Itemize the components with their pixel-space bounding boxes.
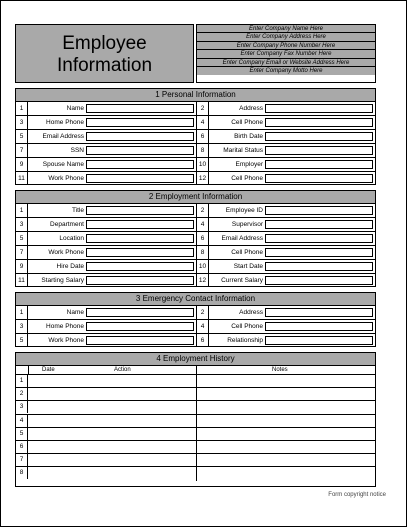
history-date-action-cell[interactable] (29, 467, 196, 479)
row-number: 2 (197, 306, 209, 319)
section-heading: 1 Personal Information (16, 89, 375, 102)
field-label: Employer (235, 161, 263, 168)
text-field[interactable] (86, 276, 194, 285)
text-field[interactable] (86, 206, 194, 215)
section-rows (16, 306, 375, 348)
company-web-field[interactable]: Enter Company Email or Website Address Here (197, 59, 375, 67)
text-field[interactable] (86, 104, 194, 113)
field-label: Email Address (221, 235, 263, 242)
history-row (16, 441, 375, 454)
field-label: Cell Phone (231, 323, 263, 330)
form-row (16, 246, 375, 260)
column-divider (196, 218, 197, 231)
field-label: Birth Date (234, 133, 263, 140)
history-row (16, 388, 375, 401)
row-number: 2 (197, 204, 209, 217)
form-row (16, 172, 375, 186)
history-date-action-cell[interactable] (29, 428, 196, 440)
history-row (16, 467, 375, 480)
row-number: 4 (197, 320, 209, 333)
footer-note: Form copyright notice (328, 492, 386, 498)
company-fax-field[interactable]: Enter Company Fax Number Here (197, 50, 375, 58)
text-field[interactable] (265, 234, 373, 243)
text-field[interactable] (86, 132, 194, 141)
field-label: Supervisor (231, 221, 263, 228)
history-row (16, 428, 375, 441)
text-field[interactable] (86, 262, 194, 271)
column-divider (196, 144, 197, 157)
field-label: Hire Date (56, 263, 84, 270)
history-row (16, 454, 375, 467)
field-label: Home Phone (46, 119, 84, 126)
history-date-action-cell[interactable] (29, 401, 196, 413)
column-divider (196, 130, 197, 143)
history-column-headers (16, 366, 375, 375)
row-number: 11 (16, 172, 28, 185)
text-field[interactable] (265, 132, 373, 141)
row-number: 7 (16, 144, 28, 157)
row-number: 11 (16, 274, 28, 287)
form-title (15, 24, 194, 83)
field-label: Work Phone (48, 175, 84, 182)
field-label: Work Phone (48, 337, 84, 344)
row-number: 4 (16, 415, 28, 427)
row-number: 7 (16, 454, 28, 466)
form-row (16, 204, 375, 218)
row-number: 6 (197, 232, 209, 245)
row-number: 4 (197, 218, 209, 231)
text-field[interactable] (86, 322, 194, 331)
form-row (16, 144, 375, 158)
text-field[interactable] (86, 118, 194, 127)
row-number: 5 (16, 232, 28, 245)
field-label: Marital Status (223, 147, 263, 154)
text-field[interactable] (265, 262, 373, 271)
column-divider (196, 172, 197, 185)
column-divider (196, 232, 197, 245)
column-divider (196, 116, 197, 129)
field-label: Relationship (227, 337, 263, 344)
history-notes-cell[interactable] (197, 454, 375, 466)
history-date-action-cell[interactable] (29, 388, 196, 400)
text-field[interactable] (265, 146, 373, 155)
text-field[interactable] (265, 118, 373, 127)
row-number: 5 (16, 130, 28, 143)
form-row (16, 320, 375, 334)
row-number: 6 (197, 130, 209, 143)
history-section (15, 352, 376, 487)
form-row (16, 232, 375, 246)
history-notes-cell[interactable] (197, 467, 375, 479)
row-number: 7 (16, 246, 28, 259)
field-label: Spouse Name (42, 161, 84, 168)
col-date: Date (42, 367, 55, 373)
text-field[interactable] (265, 308, 373, 317)
personal-section (15, 88, 376, 185)
column-divider (196, 246, 197, 259)
column-divider (196, 334, 197, 347)
row-number: 4 (197, 116, 209, 129)
row-number: 10 (197, 158, 209, 171)
row-number: 3 (16, 218, 28, 231)
row-number: 6 (16, 441, 28, 453)
emergency-section (15, 292, 376, 347)
history-row (16, 375, 375, 388)
history-notes-cell[interactable] (197, 388, 375, 400)
text-field[interactable] (265, 336, 373, 345)
company-address-field[interactable]: Enter Company Address Here (197, 33, 375, 41)
text-field[interactable] (265, 276, 373, 285)
company-info-box (196, 24, 376, 83)
column-divider (196, 260, 197, 273)
row-number: 8 (197, 144, 209, 157)
column-divider (196, 306, 197, 319)
form-row (16, 218, 375, 232)
history-row (16, 415, 375, 428)
field-label: Cell Phone (231, 175, 263, 182)
text-field[interactable] (86, 308, 194, 317)
text-field[interactable] (86, 146, 194, 155)
row-number: 3 (16, 401, 28, 413)
text-field[interactable] (86, 174, 194, 183)
row-number: 1 (16, 375, 28, 387)
history-notes-cell[interactable] (197, 401, 375, 413)
field-label: Address (239, 309, 263, 316)
text-field[interactable] (86, 234, 194, 243)
field-label: Start Date (233, 263, 263, 270)
row-number: 2 (16, 388, 28, 400)
column-divider (196, 204, 197, 217)
col-notes: Notes (272, 367, 288, 373)
text-field[interactable] (265, 248, 373, 257)
text-field[interactable] (265, 104, 373, 113)
row-number: 1 (16, 306, 28, 319)
field-label: Address (239, 105, 263, 112)
column-divider (196, 320, 197, 333)
field-label: Name (66, 309, 84, 316)
section-heading: 2 Employment Information (16, 191, 375, 204)
row-number: 8 (197, 246, 209, 259)
history-notes-cell[interactable] (197, 415, 375, 427)
section-rows (16, 204, 375, 288)
column-divider (196, 274, 197, 287)
section-heading: 4 Employment History (16, 353, 375, 366)
text-field[interactable] (265, 206, 373, 215)
field-label: Starting Salary (41, 277, 84, 284)
row-number: 8 (16, 467, 28, 479)
company-phone-field[interactable]: Enter Company Phone Number Here (197, 42, 375, 50)
history-date-action-cell[interactable] (29, 441, 196, 453)
title-line-1: Employee (62, 33, 147, 54)
col-action: Action (114, 367, 131, 373)
company-name-field[interactable]: Enter Company Name Here (197, 25, 375, 33)
text-field[interactable] (86, 248, 194, 257)
field-label: Work Phone (48, 249, 84, 256)
history-notes-cell[interactable] (197, 441, 375, 453)
form-row (16, 158, 375, 172)
field-label: Email Address (42, 133, 84, 140)
field-label: Employee ID (225, 207, 263, 214)
history-date-action-cell[interactable] (29, 375, 196, 387)
text-field[interactable] (265, 160, 373, 169)
row-number: 3 (16, 116, 28, 129)
form-row (16, 306, 375, 320)
employment-section (15, 190, 376, 287)
row-number: 3 (16, 320, 28, 333)
company-motto-field[interactable]: Enter Company Motto Here (197, 67, 375, 75)
field-label: Location (59, 235, 84, 242)
form-row (16, 130, 375, 144)
history-date-action-cell[interactable] (29, 454, 196, 466)
text-field[interactable] (86, 160, 194, 169)
row-number: 2 (197, 102, 209, 115)
column-divider (196, 158, 197, 171)
row-number: 9 (16, 260, 28, 273)
text-field[interactable] (265, 322, 373, 331)
field-label: Cell Phone (231, 249, 263, 256)
field-label: SSN (70, 147, 84, 154)
field-label: Department (50, 221, 84, 228)
field-label: Title (71, 207, 84, 214)
form-row (16, 260, 375, 274)
row-number: 5 (16, 428, 28, 440)
row-number: 10 (197, 260, 209, 273)
text-field[interactable] (86, 336, 194, 345)
section-rows (16, 102, 375, 186)
row-number: 1 (16, 102, 28, 115)
section-heading: 3 Emergency Contact Information (16, 293, 375, 306)
form-row (16, 102, 375, 116)
row-number: 12 (197, 172, 209, 185)
history-notes-cell[interactable] (197, 375, 375, 387)
column-divider (196, 102, 197, 115)
form-row (16, 116, 375, 130)
history-date-action-cell[interactable] (29, 415, 196, 427)
row-number: 12 (197, 274, 209, 287)
field-label: Cell Phone (231, 119, 263, 126)
form-row (16, 334, 375, 348)
field-label: Current Salary (221, 277, 263, 284)
field-label: Name (66, 105, 84, 112)
title-line-2: Information (56, 55, 153, 76)
row-number: 9 (16, 158, 28, 171)
text-field[interactable] (265, 220, 373, 229)
row-number: 6 (197, 334, 209, 347)
form-row (16, 274, 375, 288)
text-field[interactable] (265, 174, 373, 183)
history-row (16, 401, 375, 414)
field-label: Home Phone (46, 323, 84, 330)
history-notes-cell[interactable] (197, 428, 375, 440)
row-number: 1 (16, 204, 28, 217)
history-rows (16, 375, 375, 481)
text-field[interactable] (86, 220, 194, 229)
row-number: 5 (16, 334, 28, 347)
